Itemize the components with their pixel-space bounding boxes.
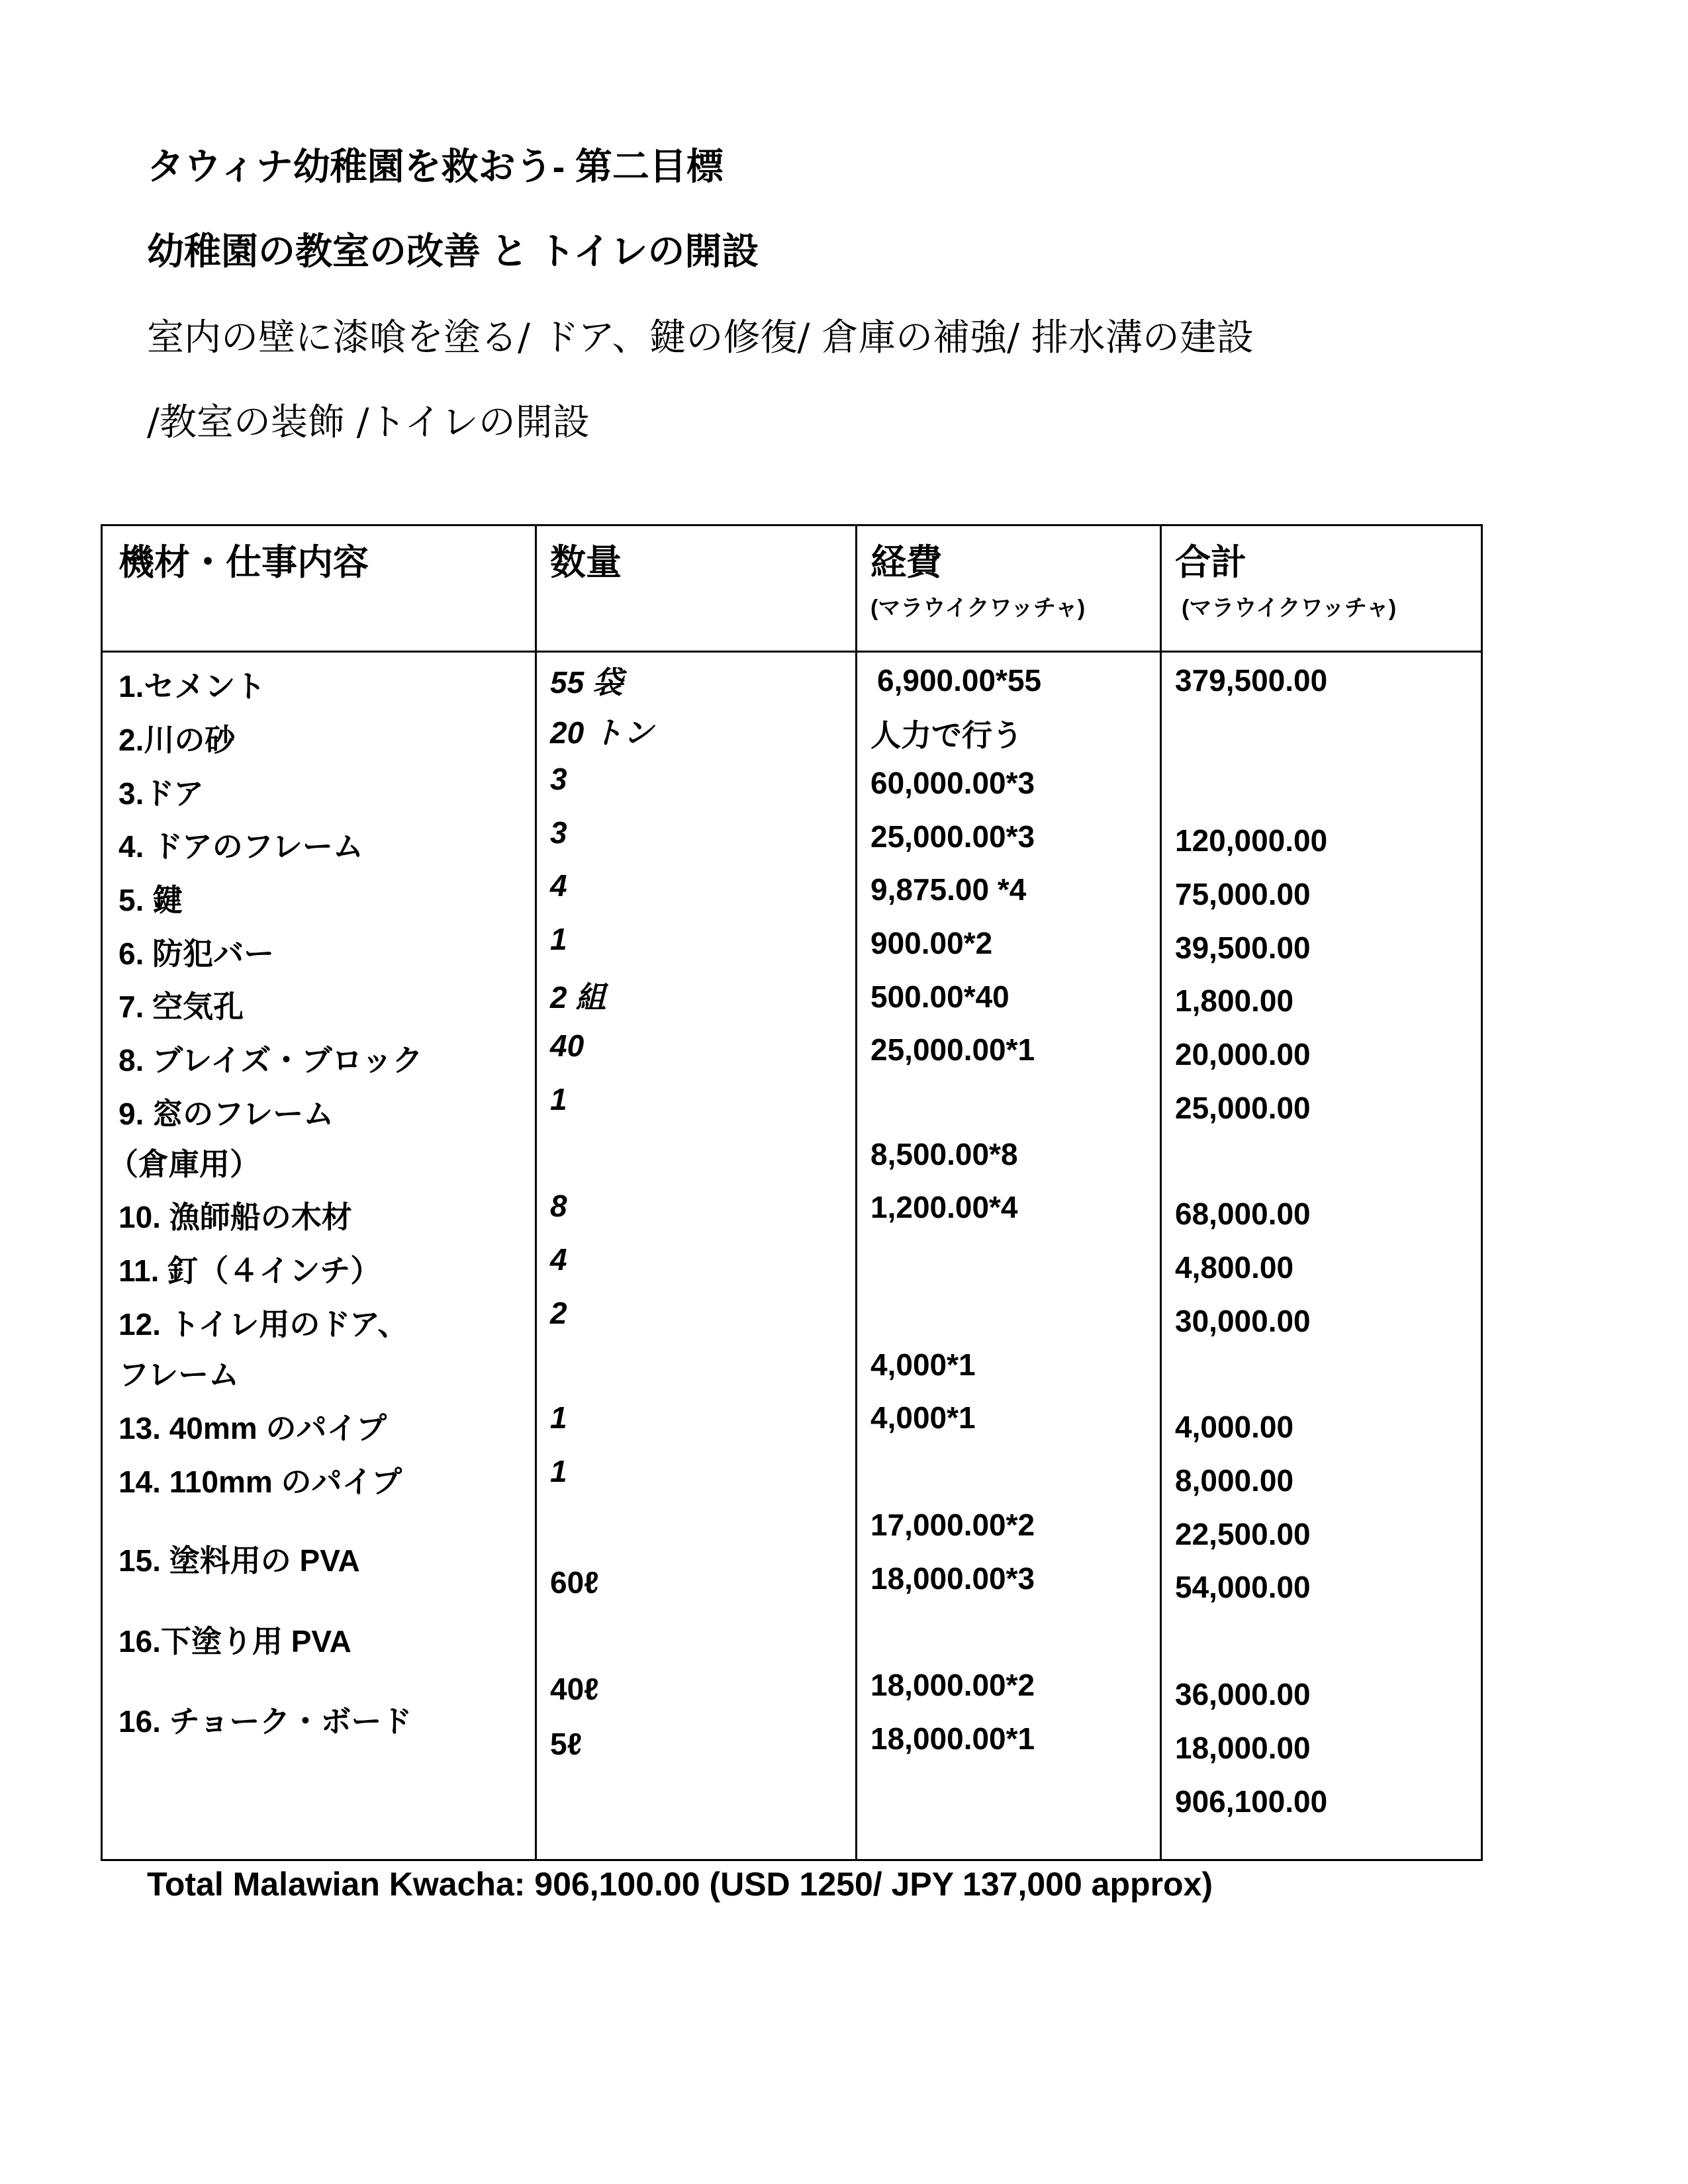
item-cell: 9. 窓のフレーム: [118, 1097, 334, 1131]
quantity-cell: 1: [550, 1454, 567, 1488]
quantity-cell: 20 トン: [550, 715, 653, 750]
item-cell: フレーム: [118, 1357, 240, 1392]
cost-cell: 500.00*40: [870, 979, 1009, 1014]
cost-cell: 4,000*1: [870, 1400, 976, 1435]
item-cell: 6. 防犯バー: [118, 936, 275, 971]
total-cell: 25,000.00: [1175, 1091, 1311, 1125]
quantity-cell: 40ℓ: [550, 1672, 599, 1706]
item-cell: 5. 鍵: [118, 883, 183, 917]
total-cell: 4,000.00: [1175, 1410, 1294, 1444]
total-cell: 39,500.00: [1175, 931, 1311, 965]
item-cell: 3.ドア: [118, 776, 204, 811]
item-cell: 16. チョーク・ボード: [118, 1704, 412, 1739]
item-cell: 15. 塗料用の PVA: [118, 1543, 360, 1578]
cost-cell: 25,000.00*1: [870, 1032, 1035, 1067]
header-quantity: 数量: [550, 543, 622, 582]
cost-cell: 1,200.00*4: [870, 1190, 1018, 1224]
item-cell: （倉庫用）: [108, 1147, 260, 1181]
total-cell: 22,500.00: [1175, 1517, 1311, 1551]
total-cell: 36,000.00: [1175, 1677, 1311, 1711]
quantity-cell: 60ℓ: [550, 1565, 599, 1600]
heading-title: タウィナ幼稚園を救おう- 第二目標: [147, 146, 724, 187]
cost-cell: 60,000.00*3: [870, 766, 1035, 800]
total-cell: 18,000.00: [1175, 1731, 1311, 1765]
total-cell: 1,800.00: [1175, 983, 1294, 1018]
item-cell: 16.下塗り用 PVA: [118, 1624, 352, 1659]
cost-cell: 900.00*2: [870, 926, 993, 960]
total-cell: 379,500.00: [1175, 663, 1328, 698]
item-cell: 1.セメント: [118, 669, 266, 704]
quantity-cell: 5ℓ: [550, 1727, 583, 1761]
cost-cell: 18,000.00*1: [870, 1721, 1035, 1756]
heading-subtitle: 幼稚園の教室の改善 と トイレの開設: [147, 230, 759, 272]
cost-cell: 17,000.00*2: [870, 1508, 1035, 1542]
cost-table: [101, 524, 1483, 1861]
item-cell: 8. ブレイズ・ブロック: [118, 1043, 423, 1077]
item-cell: 14. 110mm のパイプ: [118, 1465, 402, 1499]
cost-cell: 18,000.00*2: [870, 1668, 1035, 1702]
quantity-cell: 1: [550, 1082, 567, 1116]
total-cell: 120,000.00: [1175, 823, 1328, 858]
description-line-2: /教室の装飾 /トイレの開設: [147, 401, 590, 444]
total-cell: 20,000.00: [1175, 1037, 1311, 1071]
quantity-cell: 3: [550, 815, 567, 850]
grand-total-cell: 906,100.00: [1175, 1784, 1328, 1819]
header-divider: [103, 651, 1481, 653]
total-cell: 68,000.00: [1175, 1197, 1311, 1231]
column-divider: [855, 526, 857, 1859]
quantity-cell: 8: [550, 1189, 567, 1223]
item-cell: 10. 漁師船の木材: [118, 1200, 352, 1234]
header-cost-unit: (マラウイクワッチャ): [870, 596, 1086, 621]
column-divider: [1160, 526, 1162, 1859]
cost-cell: 18,000.00*3: [870, 1561, 1035, 1596]
quantity-cell: 4: [550, 868, 567, 903]
total-cell: 8,000.00: [1175, 1463, 1294, 1498]
item-cell: 2.川の砂: [118, 723, 236, 757]
item-cell: 4. ドアのフレーム: [118, 829, 363, 864]
quantity-cell: 2 組: [550, 980, 606, 1015]
cost-cell: 人力で行う: [870, 718, 1023, 752]
item-cell: 7. 空気孔: [118, 989, 244, 1024]
cost-cell: 4,000*1: [870, 1347, 976, 1382]
header-item: 機材・仕事内容: [118, 543, 369, 582]
item-cell: 13. 40mm のパイプ: [118, 1411, 387, 1445]
item-cell: 12. トイレ用のドア、: [118, 1307, 408, 1342]
footer-total: Total Malawian Kwacha: 906,100.00 (USD 1250/ JPY 137,000 approx): [147, 1866, 1213, 1903]
quantity-cell: 3: [550, 762, 567, 796]
quantity-cell: 1: [550, 922, 567, 956]
header-total-unit: (マラウイクワッチャ): [1182, 596, 1397, 621]
item-cell: 11. 釘（４インチ）: [118, 1253, 381, 1288]
cost-cell: 6,900.00*55: [877, 663, 1042, 698]
total-cell: 75,000.00: [1175, 877, 1311, 911]
header-cost: 経費: [870, 543, 942, 582]
quantity-cell: 40: [550, 1028, 585, 1063]
description-line-1: 室内の壁に漆喰を塗る/ ドア、鍵の修復/ 倉庫の補強/ 排水溝の建設: [147, 316, 1254, 359]
quantity-cell: 4: [550, 1242, 567, 1277]
header-total: 合計: [1175, 543, 1246, 582]
cost-cell: 9,875.00 *4: [870, 872, 1027, 907]
total-cell: 30,000.00: [1175, 1304, 1311, 1338]
quantity-cell: 1: [550, 1400, 567, 1435]
cost-cell: 8,500.00*8: [870, 1137, 1018, 1171]
total-cell: 54,000.00: [1175, 1570, 1311, 1604]
column-divider: [535, 526, 537, 1859]
total-cell: 4,800.00: [1175, 1250, 1294, 1285]
cost-cell: 25,000.00*3: [870, 819, 1035, 854]
quantity-cell: 2: [550, 1296, 567, 1330]
quantity-cell: 55 袋: [550, 665, 623, 700]
